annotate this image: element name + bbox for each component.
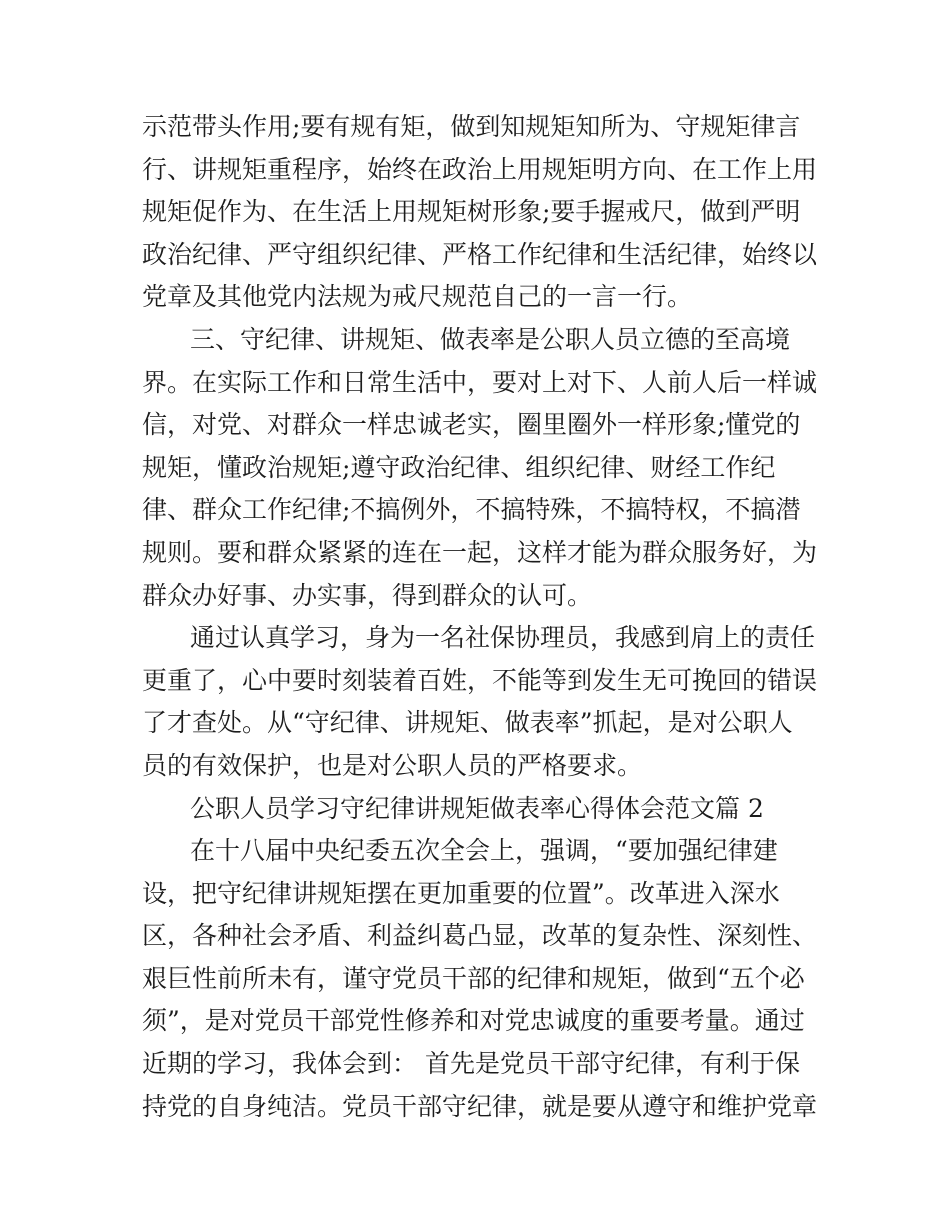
paragraph-line: 通过认真学习，身为一名社保协理员，我感到肩上的责任	[190, 623, 816, 653]
paragraph-line: 在十八届中央纪委五次全会上，强调，“要加强纪律建	[190, 836, 778, 866]
paragraph-line: 律、群众工作纪律;不搞例外，不搞特殊，不搞特权，不搞潜	[142, 495, 801, 525]
paragraph-line: 三、守纪律、讲规矩、做表率是公职人员立德的至高境	[190, 324, 791, 354]
paragraph-line: 政治纪律、严守组织纪律、严格工作纪律和生活纪律，始终以	[142, 239, 818, 269]
section-heading: 公职人员学习守纪律讲规矩做表率心得体会范文篇 2	[190, 793, 764, 823]
paragraph-line: 艰巨性前所未有，谨守党员干部的纪律和规矩，做到“五个必	[142, 963, 805, 993]
paragraph-line: 示范带头作用;要有规有矩，做到知规矩知所为、守规矩律言	[142, 112, 801, 141]
paragraph-line: 规矩促作为、在生活上用规矩树形象;要手握戒尺，做到严明	[142, 197, 801, 227]
document-body	[142, 106, 822, 1128]
paragraph-line: 规矩，懂政治规矩;遵守政治纪律、组织纪律、财经工作纪	[142, 452, 776, 482]
paragraph-line: 行、讲规矩重程序，始终在政治上用规矩明方向、在工作上用	[142, 154, 818, 184]
paragraph-line: 设，把守纪律讲规矩摆在更加重要的位置”。改革进入深水	[142, 878, 780, 908]
paragraph-line: 规则。要和群众紧紧的连在一起，这样才能为群众服务好，为	[142, 537, 818, 567]
paragraph-line: 员的有效保护，也是对公职人员的严格要求。	[142, 750, 643, 780]
paragraph-line: 界。在实际工作和日常生活中，要对上对下、人前人后一样诚	[142, 367, 818, 397]
paragraph-line: 持党的自身纯洁。党员干部守纪律，就是要从遵守和维护党章	[142, 1091, 818, 1121]
paragraph-line: 了才查处。从“守纪律、讲规矩、做表率”抓起，是对公职人	[142, 708, 793, 738]
paragraph-line: 更重了，心中要时刻装着百姓，不能等到发生无可挽回的错误	[142, 665, 818, 695]
paragraph-line: 区，各种社会矛盾、利益纠葛凸显，改革的复杂性、深刻性、	[142, 921, 818, 951]
paragraph-line: 近期的学习，我体会到： 首先是党员干部守纪律，有利于保	[142, 1049, 800, 1079]
paragraph-line: 党章及其他党内法规为戒尺规范自己的一言一行。	[142, 282, 693, 312]
paragraph-line: 须”，是对党员干部党性修养和对党忠诚度的重要考量。通过	[142, 1006, 805, 1036]
paragraph-line: 群众办好事、办实事，得到群众的认可。	[142, 580, 593, 610]
paragraph-line: 信，对党、对群众一样忠诚老实，圈里圈外一样形象;懂党的	[142, 410, 801, 440]
